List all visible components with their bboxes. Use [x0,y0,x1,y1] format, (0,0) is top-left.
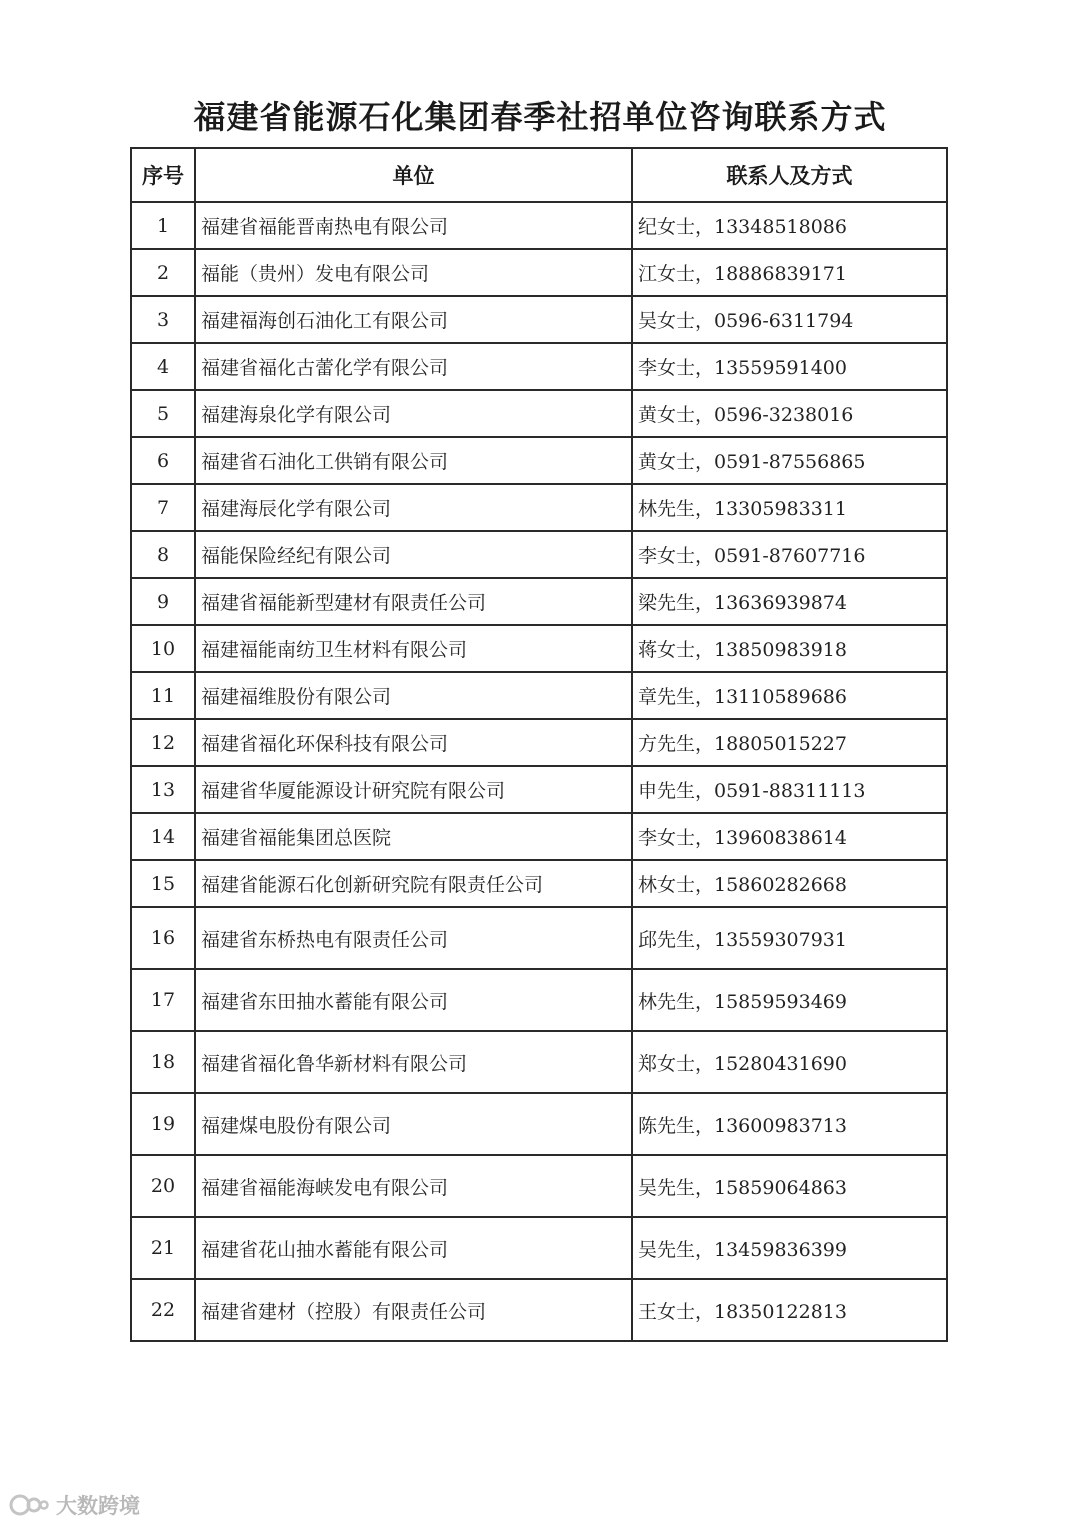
table-row [131,1031,947,1093]
table-row [131,969,947,1031]
row-contact: 申先生，0591-88311113 [632,766,947,813]
row-unit: 福建福能南纺卫生材料有限公司 [195,625,632,672]
row-index: 9 [131,578,195,625]
table-row [131,625,947,672]
table-row [131,672,947,719]
row-index: 1 [131,202,195,249]
row-index: 8 [131,531,195,578]
row-unit: 福建省花山抽水蓄能有限公司 [195,1217,632,1279]
row-index: 12 [131,719,195,766]
row-index: 7 [131,484,195,531]
row-unit: 福建省福化古蕾化学有限公司 [195,343,632,390]
header-index: 序号 [131,148,195,202]
row-index: 14 [131,813,195,860]
row-index: 10 [131,625,195,672]
table-header-row [131,148,947,202]
row-index: 19 [131,1093,195,1155]
row-contact: 李女士，13559591400 [632,343,947,390]
row-contact: 陈先生，13600983713 [632,1093,947,1155]
row-index: 6 [131,437,195,484]
header-unit: 单位 [195,148,632,202]
row-unit: 福建省能源石化创新研究院有限责任公司 [195,860,632,907]
row-unit: 福建省福化鲁华新材料有限公司 [195,1031,632,1093]
row-index: 16 [131,907,195,969]
row-index: 2 [131,249,195,296]
row-index: 18 [131,1031,195,1093]
table-row [131,343,947,390]
row-index: 5 [131,390,195,437]
watermark [8,1490,140,1520]
row-index: 3 [131,296,195,343]
row-contact: 吴先生，15859064863 [632,1155,947,1217]
page-title: 福建省能源石化集团春季社招单位咨询联系方式 [193,98,887,136]
row-index: 20 [131,1155,195,1217]
row-unit: 福建省福能晋南热电有限公司 [195,202,632,249]
row-contact: 林先生，15859593469 [632,969,947,1031]
row-contact: 黄女士，0596-3238016 [632,390,947,437]
row-unit: 福建福海创石油化工有限公司 [195,296,632,343]
table-row [131,1279,947,1341]
row-contact: 梁先生，13636939874 [632,578,947,625]
row-unit: 福建省东田抽水蓄能有限公司 [195,969,632,1031]
row-index: 4 [131,343,195,390]
row-contact: 黄女士，0591-87556865 [632,437,947,484]
table-row [131,296,947,343]
contact-table [130,147,948,1342]
row-unit: 福建省华厦能源设计研究院有限公司 [195,766,632,813]
row-index: 15 [131,860,195,907]
table-row [131,1155,947,1217]
row-contact: 林女士，15860282668 [632,860,947,907]
row-index: 17 [131,969,195,1031]
row-unit: 福建省福能新型建材有限责任公司 [195,578,632,625]
row-index: 22 [131,1279,195,1341]
table-row [131,813,947,860]
row-index: 21 [131,1217,195,1279]
table-row [131,437,947,484]
table-row [131,390,947,437]
row-contact: 江女士，18886839171 [632,249,947,296]
row-unit: 福能（贵州）发电有限公司 [195,249,632,296]
row-unit: 福能保险经纪有限公司 [195,531,632,578]
row-contact: 方先生，18805015227 [632,719,947,766]
row-unit: 福建省石油化工供销有限公司 [195,437,632,484]
watermark-text: 大数跨境 [56,1494,140,1518]
row-contact: 邱先生，13559307931 [632,907,947,969]
row-unit: 福建省福化环保科技有限公司 [195,719,632,766]
row-unit: 福建海泉化学有限公司 [195,390,632,437]
table-row [131,578,947,625]
table-row [131,719,947,766]
table-row [131,531,947,578]
row-unit: 福建海辰化学有限公司 [195,484,632,531]
row-contact: 吴女士，0596-6311794 [632,296,947,343]
row-contact: 蒋女士，13850983918 [632,625,947,672]
row-index: 13 [131,766,195,813]
table-row [131,249,947,296]
row-unit: 福建煤电股份有限公司 [195,1093,632,1155]
row-contact: 李女士，13960838614 [632,813,947,860]
table-row [131,766,947,813]
row-unit: 福建省福能集团总医院 [195,813,632,860]
row-unit: 福建福维股份有限公司 [195,672,632,719]
table-row [131,1093,947,1155]
header-contact: 联系人及方式 [632,148,947,202]
table-row [131,1217,947,1279]
table-row [131,484,947,531]
row-unit: 福建省福能海峡发电有限公司 [195,1155,632,1217]
row-index: 11 [131,672,195,719]
row-contact: 林先生，13305983311 [632,484,947,531]
brand-logo-icon [8,1493,50,1517]
row-unit: 福建省东桥热电有限责任公司 [195,907,632,969]
row-contact: 郑女士，15280431690 [632,1031,947,1093]
row-contact: 王女士，18350122813 [632,1279,947,1341]
row-unit: 福建省建材（控股）有限责任公司 [195,1279,632,1341]
row-contact: 章先生，13110589686 [632,672,947,719]
row-contact: 李女士，0591-87607716 [632,531,947,578]
table-row [131,860,947,907]
row-contact: 吴先生，13459836399 [632,1217,947,1279]
table-row [131,202,947,249]
table-row [131,907,947,969]
row-contact: 纪女士，13348518086 [632,202,947,249]
